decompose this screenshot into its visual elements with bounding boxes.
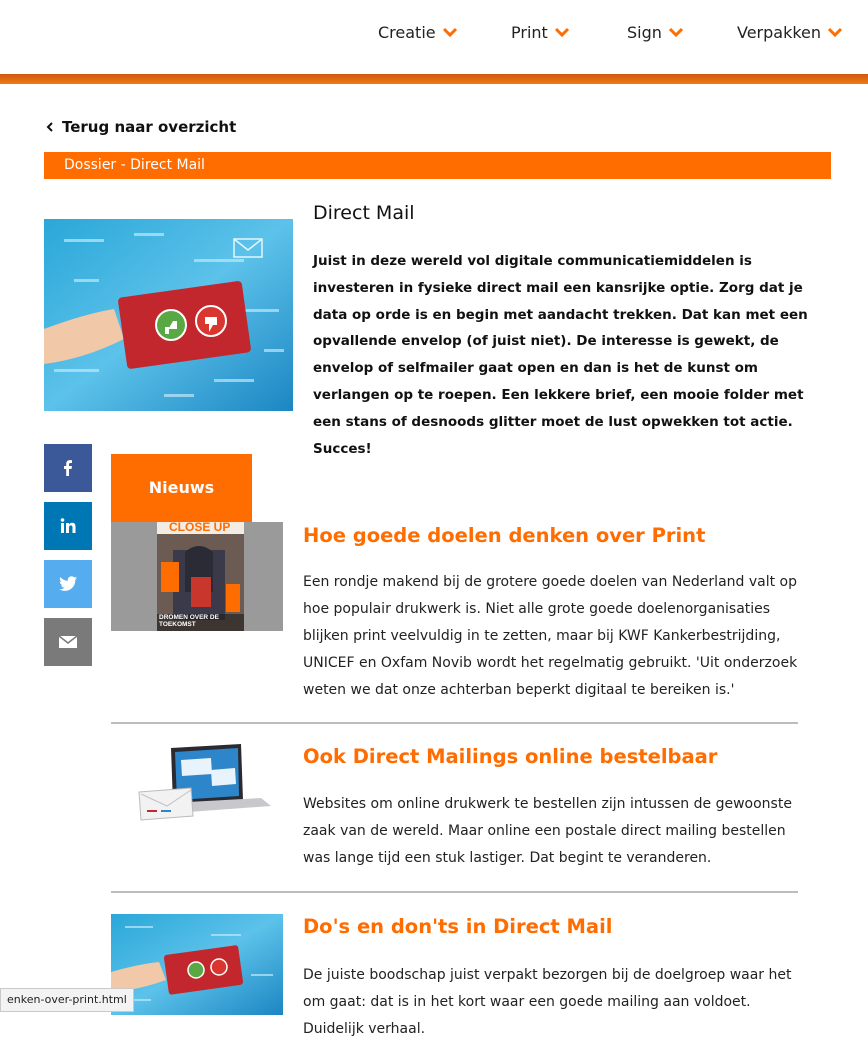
back-link-label: Terug naar overzicht	[62, 118, 237, 136]
nav-item-label: Sign	[627, 22, 662, 42]
twitter-share-button[interactable]	[44, 560, 92, 608]
nav-item-creatie[interactable]	[378, 20, 458, 44]
twitter-icon	[58, 575, 78, 593]
status-url-bar: enken-over-print.html	[0, 988, 134, 1012]
email-share-button[interactable]	[44, 618, 92, 666]
linkedin-icon	[59, 517, 77, 535]
article-title[interactable]: Hoe goede doelen denken over Print	[303, 524, 706, 547]
nav-item-label: Creatie	[378, 22, 436, 42]
nav-item-label: Verpakken	[737, 22, 822, 42]
intro-title: Direct Mail	[313, 202, 415, 224]
intro-image	[44, 219, 293, 411]
header-accent-bar	[0, 74, 868, 84]
chevron-down-icon	[554, 24, 570, 40]
article-thumbnail[interactable]	[111, 914, 283, 1015]
facebook-share-button[interactable]	[44, 444, 92, 492]
article-divider	[111, 891, 798, 893]
dossier-bar: Dossier - Direct Mail	[44, 152, 831, 179]
chevron-down-icon	[668, 24, 684, 40]
news-tab[interactable]: Nieuws	[111, 454, 252, 522]
article-text: Een rondje makend bij de grotere goede doelen van Nederland valt op hoe populair drukwerk is. Niet alle grote goede doelenorganisaties blijken print veelvuldig in te zetten, maar bij KWF Kankerbestrijding, UNICEF en Oxfam Novib wordt het regelmatig gebruikt. 'Uit onderzoek weten we dat onze achterban beperkt digitaal te bereiken is.'	[303, 574, 798, 698]
magazine-title: CLOSE UP	[169, 520, 231, 534]
nav-item-sign[interactable]	[627, 20, 684, 44]
nav-item-verpakken[interactable]	[737, 20, 843, 44]
article-title[interactable]: Ook Direct Mailings online bestelbaar	[303, 745, 718, 768]
facebook-icon	[59, 459, 77, 477]
chevron-down-icon	[442, 24, 458, 40]
nav-item-label: Print	[511, 22, 548, 42]
article-title[interactable]: Do's en don'ts in Direct Mail	[303, 915, 613, 938]
top-navigation	[0, 0, 868, 74]
chevron-left-icon	[44, 121, 56, 133]
article-divider	[111, 722, 798, 724]
linkedin-share-button[interactable]	[44, 502, 92, 550]
article-thumbnail[interactable]	[111, 522, 283, 631]
nav-item-print[interactable]	[511, 20, 570, 44]
mail-icon	[58, 634, 78, 650]
magazine-tagline: DROMEN OVER DE TOEKOMST	[159, 614, 219, 628]
back-to-overview-link[interactable]	[44, 118, 236, 136]
article-text: De juiste boodschap juist verpakt bezorgen bij de doelgroep waar het om gaat: dat is in het kort waar een goede mailing aan voldoet. Duidelijk verhaal.	[303, 967, 792, 1037]
article-text: Websites om online drukwerk te bestellen zijn intussen de gewoonste zaak van de wereld. Maar online een postale direct mailing bestellen was lange tijd een stuk lastiger. Dat begint te veranderen.	[303, 796, 792, 866]
intro-text: Juist in deze wereld vol digitale communicatiemiddelen is investeren in fysieke direct mail een kansrijke optie. Zorg dat je data op orde is en begin met aandacht trekken. Dat kan met een opvallende envelop (of juist niet). De interesse is gewekt, de envelop of selfmailer gaat open en dan is het de kunst om verlangen op te roepen. Een lekkere brief, een mooie folder met een stans of desnoods glitter moet de lust opwekken tot actie. Succes!	[313, 253, 808, 457]
article-thumbnail[interactable]	[111, 740, 283, 832]
chevron-down-icon	[827, 24, 843, 40]
